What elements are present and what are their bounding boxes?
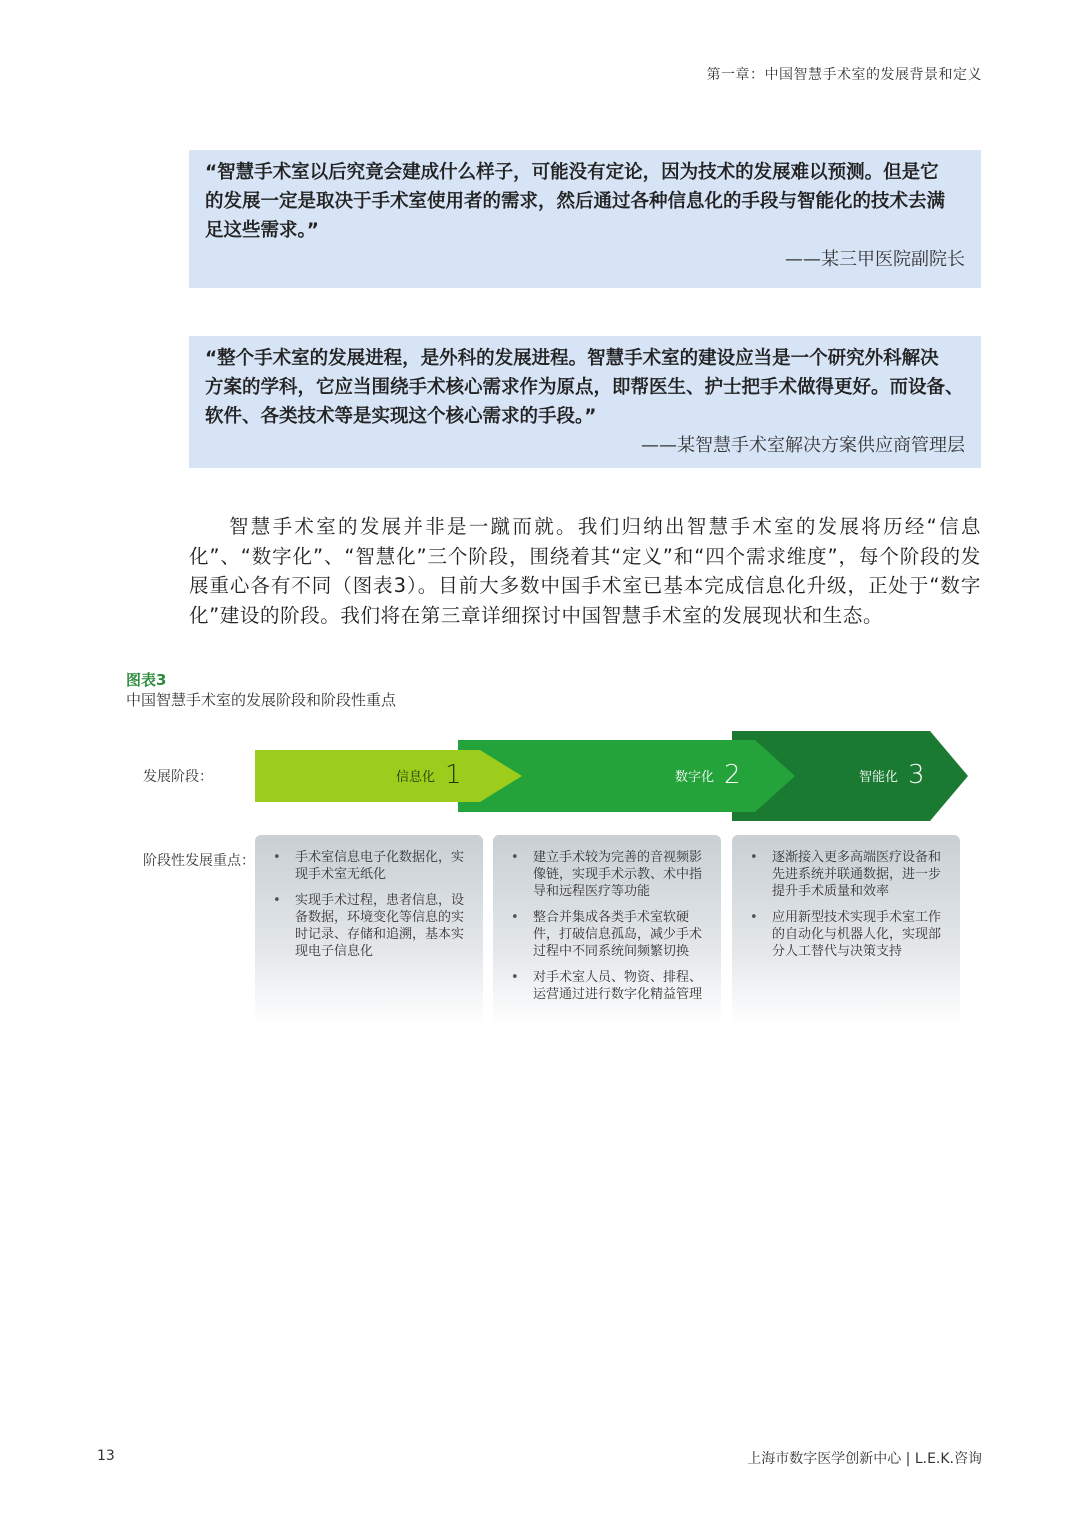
stage-arrow-1 [255, 750, 522, 802]
list-item: • 实现手术过程，患者信息，设备数据，环境变化等信息的实时记录、存储和追溯，基本实现电子信息化 [285, 892, 473, 960]
page-number: 13 [97, 1448, 115, 1464]
row-label-focus: 阶段性发展重点： [143, 853, 255, 869]
focus-card-3 [732, 835, 960, 1025]
row-label-stages: 发展阶段： [143, 769, 213, 785]
list-item: • 对手术室人员、物资、排程、运营通过进行数字化精益管理 [523, 969, 711, 1003]
body-paragraph: 智慧手术室的发展并非是一蹴而就。我们归纳出智慧手术室的发展将历经“信息化”、“数字化”、“智慧化”三个阶段，围绕着其“定义”和“四个需求维度”，每个阶段的发展重心各有不同（图表3）。目前大多数中国手术室已基本完成信息化升级，正处于“数字化”建设的阶段。我们将在第三章详细探讨中国智慧手术室的发展现状和生态。 [189, 515, 981, 627]
list-item: • 逐渐接入更多高端医疗设备和先进系统并联通数据，进一步提升手术质量和效率 [762, 849, 950, 900]
stage-name: 信息化 [396, 769, 436, 785]
stage-number: 1 [445, 760, 462, 790]
quote-source: ——某智慧手术室解决方案供应商管理层 [641, 435, 965, 456]
focus-card-1 [255, 835, 483, 1025]
quote-line: 的发展一定是取决于手术室使用者的需求，然后通过各种信息化的手段与智能化的技术去满 [205, 191, 946, 212]
stage-3 [859, 760, 925, 790]
list-item: • 建立手术较为完善的音视频影像链，实现手术示教、术中指导和远程医疗等功能 [523, 849, 711, 900]
stage-name: 数字化 [675, 769, 715, 785]
quote-line: 软件、各类技术等是实现这个核心需求的手段。” [205, 406, 597, 427]
quote-line: 足这些需求。” [205, 220, 319, 241]
list-item: • 手术室信息电子化数据化，实现手术室无纸化 [285, 849, 473, 883]
figure-label: 图表3 [126, 671, 167, 689]
footer-publisher: 上海市数字医学创新中心 | L.E.K.咨询 [747, 1451, 982, 1467]
figure-title: 中国智慧手术室的发展阶段和阶段性重点 [126, 691, 397, 709]
stage-number: 3 [908, 760, 925, 790]
list-item: • 整合并集成各类手术室软硬件，打破信息孤岛，减少手术过程中不同系统间频繁切换 [523, 909, 711, 960]
list-item: • 应用新型技术实现手术室工作的自动化与机器人化，实现部分人工替代与决策支持 [762, 909, 950, 960]
quote-source: ——某三甲医院副院长 [785, 249, 965, 270]
stage-name: 智能化 [859, 769, 899, 785]
quote-line: 方案的学科，它应当围绕手术核心需求作为原点，即帮医生、护士把手术做得更好。而设备、 [205, 377, 964, 398]
stage-2 [675, 760, 741, 790]
focus-card-2 [493, 835, 721, 1025]
stage-number: 2 [724, 760, 741, 790]
running-head: 第一章：中国智慧手术室的发展背景和定义 [706, 67, 982, 83]
quote-line: “智慧手术室以后究竟会建成什么样子，可能没有定论，因为技术的发展难以预测。但是它 [205, 162, 939, 183]
quote-line: “整个手术室的发展进程，是外科的发展进程。智慧手术室的建设应当是一个研究外科解决 [205, 348, 939, 369]
stage-1 [396, 760, 462, 790]
